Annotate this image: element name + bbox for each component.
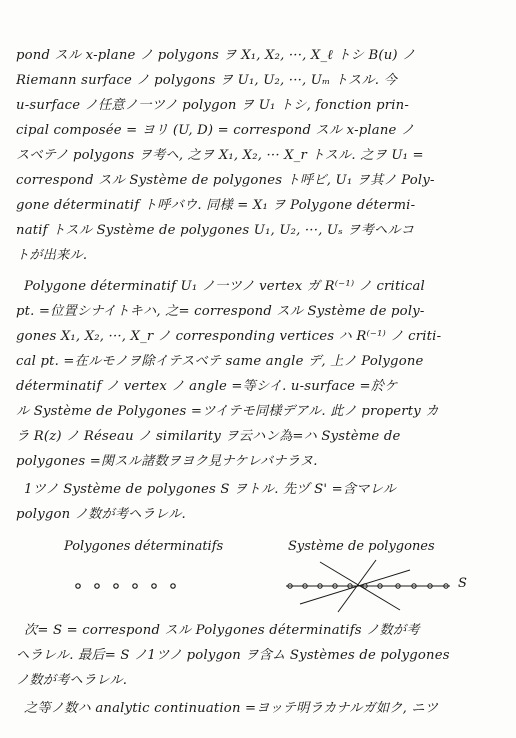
- text-line: ラ R(z) ノ Réseau ノ similarity ヲ云ハン為=ハ Système de: [16, 429, 401, 444]
- figure-label-right: Système de polygones: [288, 539, 435, 554]
- text-line: Polygone déterminatif U₁ ノ一ツノ vertex ガ R⁽⁻¹⁾ ノ critical: [24, 279, 425, 294]
- text-line: ル Système de Polygones =ツイテモ同様デアル. 此ノ property カ: [16, 404, 439, 419]
- text-line: gones X₁, X₂, ···, X_r ノ corresponding vertices ハ R⁽⁻¹⁾ ノ criti-: [16, 329, 442, 344]
- text-line: 之等ノ数ハ analytic continuation =ヨッテ明ラカナルガ如ク, ニツ: [24, 701, 439, 716]
- figure-s-label: S: [458, 576, 467, 591]
- text-line: Riemann surface ノ polygons ヲ U₁, U₂, ···, Uₘ トスル. 今: [16, 73, 397, 88]
- text-line: ヘラレル. 最后= S ノ1ツノ polygon ヲ含ム Systèmes de polygones: [16, 648, 450, 663]
- text-line: トが出来ル.: [16, 248, 88, 263]
- text-line: u-surface ノ任意ノ一ツノ polygon ヲ U₁ トシ, fonction prin-: [16, 98, 410, 113]
- crossing-line: [300, 570, 410, 604]
- systeme-diagram: [286, 560, 450, 612]
- text-line: pt. =位置シナイトキハ, 之= correspond スル Système de poly-: [16, 304, 425, 319]
- dot: [152, 584, 156, 588]
- text-line: correspond スル Système de polygones ト呼ビ, U₁ ヲ其ノ Poly-: [16, 173, 435, 188]
- text-line: cipal composée = ヨリ (U, D) = correspond スル x-plane ノ: [16, 123, 415, 138]
- text-line: スベテノ polygons ヲ考ヘ, 之ヲ X₁, X₂, ··· X_r トスル. 之ヲ U₁ =: [16, 148, 424, 163]
- text-line: pond スル x-plane ノ polygons ヲ X₁, X₂, ···, X_ℓ トシ B(u) ノ: [16, 48, 416, 63]
- text-line: cal pt. =在ルモノヲ除イテスベテ same angle デ, 上ノ Polygone: [16, 354, 424, 369]
- dot: [114, 584, 118, 588]
- dot: [76, 584, 80, 588]
- text-line: 次= S = correspond スル Polygones déterminatifs ノ数が考: [24, 623, 420, 638]
- dot: [133, 584, 137, 588]
- text-line: natif トスル Système de polygones U₁, U₂, ···, Uₛ ヲ考ヘルコ: [16, 223, 415, 238]
- determinatif-dots: [76, 584, 175, 588]
- dot: [95, 584, 99, 588]
- text-line: polygones =関スル諸数ヲヨク見ナケレバナラヌ.: [16, 454, 318, 469]
- figure-label-left: Polygones déterminatifs: [64, 539, 224, 554]
- text-line: gone déterminatif ト呼バウ. 同様 = X₁ ヲ Polygone détermi-: [16, 198, 416, 213]
- text-line: 1ツノ Système de polygones S ヲトル. 先ヅ S' =含マレル: [24, 482, 397, 497]
- dot: [171, 584, 175, 588]
- text-line: ノ数が考ヘラレル.: [16, 673, 128, 688]
- text-line: déterminatif ノ vertex ノ angle =等シイ. u-surface =於ケ: [16, 379, 398, 394]
- text-line: polygon ノ数が考ヘラレル.: [16, 507, 186, 522]
